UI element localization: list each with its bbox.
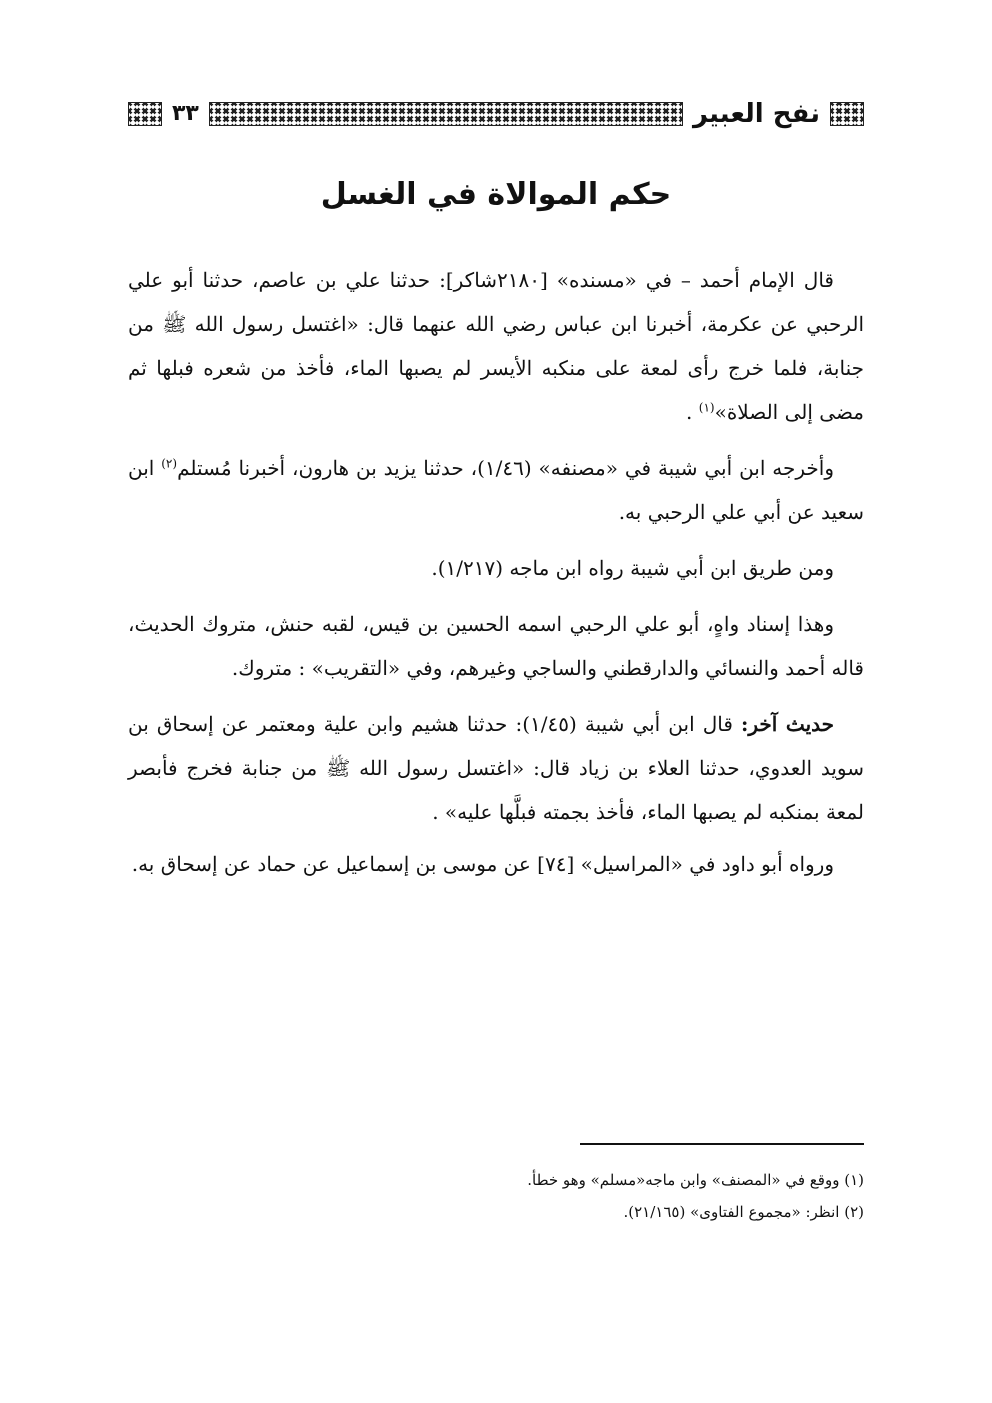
header-ornament-left: [128, 102, 162, 126]
footnote-ref-1: (١): [698, 400, 715, 415]
footnote-ref-2: (٢): [161, 456, 178, 471]
footnotes: [128, 1164, 864, 1228]
paragraph-6: [128, 842, 864, 886]
section-title: حكم الموالاة في الغسل: [320, 177, 672, 212]
footnote-divider: [580, 1143, 864, 1145]
header-ornament-middle: [209, 102, 683, 126]
paragraph-5-lead: حديث آخر:: [740, 712, 834, 736]
page-number: ٣٣: [172, 101, 199, 126]
paragraph-2: [128, 446, 864, 534]
paragraph-6-text: ورواه أبو داود في «المراسيل» [٧٤] عن موسى بن إسماعيل عن حماد عن إسحاق به.: [131, 852, 834, 876]
footnote-2: (٢) انظر: «مجموع الفتاوى» (٢١/١٦٥).: [623, 1203, 864, 1221]
paragraph-3: [128, 546, 864, 590]
paragraph-4: [128, 602, 864, 690]
paragraph-1: [128, 258, 864, 434]
book-title: نفح العبير: [692, 99, 820, 129]
paragraph-1-text: قال الإمام أحمد – في «مسنده» [٢١٨٠شاكر]: حدثنا علي بن عاصم، حدثنا أبو علي الرحبي عن عكرمة، أخبرنا ابن عباس رضي الله عنهما قال: «اغتسل رسول الله ﷺ من جنابة، فلما خرج رأى لمعة على منكبه الأيسر لم يصبها الماء، فأخذ من شعره فبلها ثم مضى إلى الصلاة»: [128, 268, 864, 424]
header-ornament-right: [830, 102, 864, 126]
paragraph-1-tail: .: [686, 400, 699, 424]
paragraph-2-after: ابن سعيد عن أبي علي الرحبي به.: [128, 456, 864, 524]
paragraph-3-text: ومن طريق ابن أبي شيبة رواه ابن ماجه (١/٢١٧).: [431, 556, 834, 580]
footnote-1: (١) ووقع في «المصنف» وابن ماجه«مسلم» وهو خطأ.: [527, 1171, 864, 1189]
running-header: [128, 96, 864, 132]
paragraph-5-text: قال ابن أبي شيبة (١/٤٥): حدثنا هشيم وابن علية ومعتمر عن إسحاق بن سويد العدوي، حدثنا العلاء بن زياد قال: «اغتسل رسول الله ﷺ من جنابة فخرج فأبصر لمعة بمنكبه لم يصبها الماء، فأخذ بجمته فبلَّها عليه» .: [128, 712, 864, 824]
paragraph-4-text: وهذا إسناد واهٍ، أبو علي الرحبي اسمه الحسين بن قيس، لقبه حنش، متروك الحديث، قاله أحمد والنسائي والدارقطني والساجي وغيرهم، وفي «التقريب» : متروك.: [128, 612, 864, 680]
paragraph-2-before: وأخرجه ابن أبي شيبة في «مصنفه» (١/٤٦)، حدثنا يزيد بن هارون، أخبرنا مُستلم: [177, 456, 834, 480]
paragraph-5: [128, 702, 864, 834]
body-text: [128, 258, 864, 898]
